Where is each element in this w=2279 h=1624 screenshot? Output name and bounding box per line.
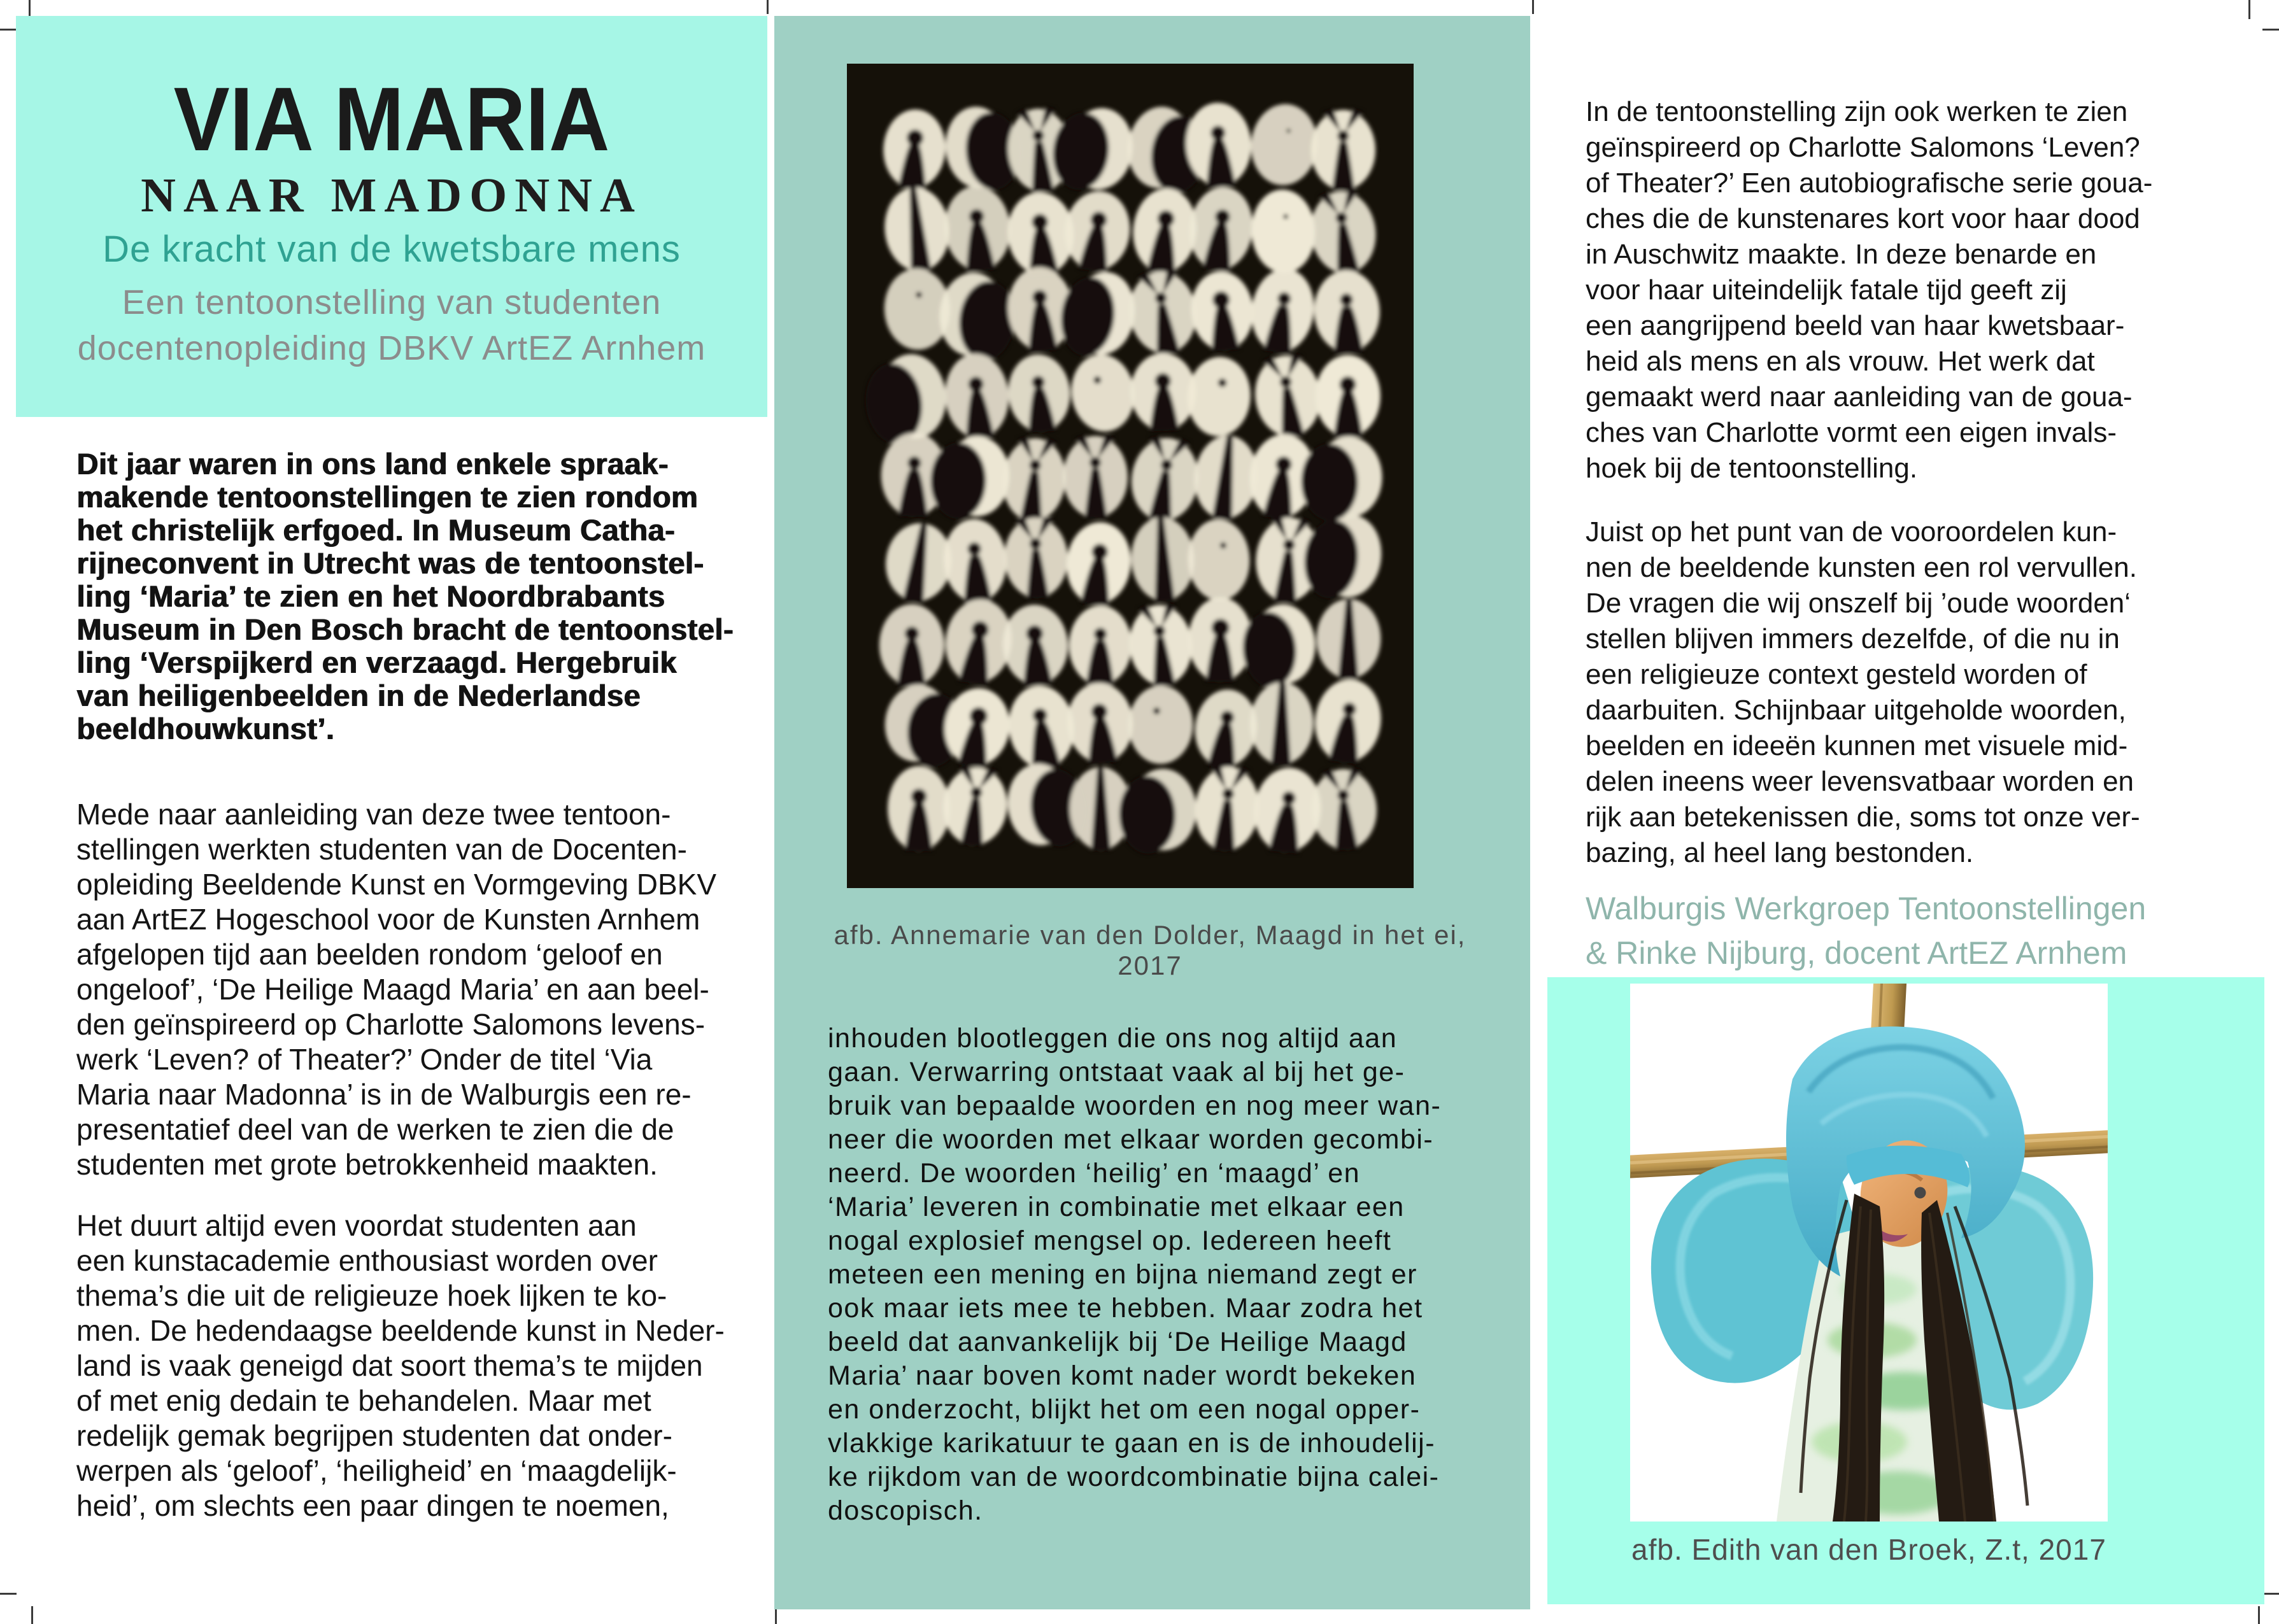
text-line: & Rinke Nijburg, docent ArtEZ Arnhem xyxy=(1586,935,2127,971)
text-line: en onderzocht, blijkt het om een nogal opper- xyxy=(828,1394,1421,1425)
text-line: Maria’ naar boven komt nader wordt bekeken xyxy=(828,1360,1417,1391)
text-line: beeld dat aanvankelijk bij ‘De Heilige Maagd xyxy=(828,1327,1407,1357)
text-line: land is vaak geneigd dat soort thema’s te mijden xyxy=(76,1349,703,1382)
text-line: of met enig dedain te behandelen. Maar met xyxy=(76,1384,651,1417)
text-line: stellingen werkten studenten van de Docenten- xyxy=(76,833,687,866)
text-line: een aangrijpend beeld van haar kwetsbaar- xyxy=(1586,310,2125,341)
text-line: ongeloof’, ‘De Heilige Maagd Maria’ en aan beel- xyxy=(76,973,709,1006)
text-line: neer die woorden met elkaar worden gecombi- xyxy=(828,1124,1434,1155)
text-line: rijk aan betekenissen die, soms tot onze ver- xyxy=(1586,801,2140,833)
text-line: Mede naar aanleiding van deze twee tentoon- xyxy=(76,798,671,831)
text-line: daarbuiten. Schijnbaar uitgeholde woorden, xyxy=(1586,695,2126,726)
text-line: Museum in Den Bosch bracht de tentoonstel- xyxy=(76,612,734,646)
text-line: vlakkige karikatuur te gaan en is de inhoudelij- xyxy=(828,1428,1436,1458)
intro-paragraph xyxy=(76,448,783,745)
photo-caption: afb. Edith van den Broek, Z.t, 2017 xyxy=(1631,1533,2106,1566)
middle-panel xyxy=(774,16,1530,1609)
text-line: makende tentoonstellingen te zien rondom xyxy=(76,480,698,514)
text-line: ook maar iets mee te hebben. Maar zodra het xyxy=(828,1293,1423,1324)
text-line: beelden en ideeën kunnen met visuele mid- xyxy=(1586,730,2128,761)
crop-mark xyxy=(2258,1606,2260,1624)
text-line: presentatief deel van de werken te zien die de xyxy=(76,1113,674,1146)
text-line: delen ineens weer levensvatbaar worden en xyxy=(1586,766,2134,797)
credit-block xyxy=(1586,886,2229,975)
text-line: aan ArtEZ Hogeschool voor de Kunsten Arnhem xyxy=(76,903,700,936)
text-line: Maria naar Madonna’ is in de Walburgis een re- xyxy=(76,1078,692,1111)
text-line: meteen een mening en bijna niemand zegt er xyxy=(828,1259,1417,1290)
text-line: in Auschwitz maakte. In deze benarde en xyxy=(1586,239,2097,270)
text-line: of Theater?’ Een autobiografische serie goua- xyxy=(1586,167,2153,199)
crop-mark xyxy=(2262,1593,2279,1595)
text-line: Walburgis Werkgroep Tentoonstellingen xyxy=(1586,891,2147,926)
crop-mark xyxy=(0,1593,17,1595)
text-line: neerd. De woorden ‘heilig’ en ‘maagd’ en xyxy=(828,1158,1361,1189)
left-paragraph-2 xyxy=(76,797,783,1182)
text-line: geïnspireerd op Charlotte Salomons ‘Leven? xyxy=(1586,132,2140,163)
page-title: VIA MARIA xyxy=(173,69,610,170)
text-line: doscopisch. xyxy=(828,1495,983,1526)
fold-mark xyxy=(767,0,769,14)
event-line-1: Een tentoonstelling van studenten xyxy=(122,283,662,321)
text-line: thema’s die uit de religieuze hoek lijken te ko- xyxy=(76,1279,667,1312)
text-line: den geïnspireerd op Charlotte Salomons levens- xyxy=(76,1008,706,1041)
fold-mark xyxy=(1532,0,1534,14)
tagline: De kracht van de kwetsbare mens xyxy=(103,229,681,270)
text-line: opleiding Beeldende Kunst en Vormgeving DBKV xyxy=(76,868,717,901)
page-subtitle: NAAR MADONNA xyxy=(141,169,643,222)
fold-mark xyxy=(775,1608,777,1624)
text-line: afgelopen tijd aan beelden rondom ‘geloof en xyxy=(76,938,663,971)
crop-mark xyxy=(2262,29,2279,31)
right-paragraph-1 xyxy=(1586,94,2222,486)
event-line-2: docentenopleiding DBKV ArtEZ Arnhem xyxy=(77,329,706,367)
text-line: redelijk gemak begrijpen studenten dat onder- xyxy=(76,1419,672,1452)
photo-box xyxy=(1547,977,2264,1604)
middle-body-text xyxy=(828,1022,1503,1528)
crop-mark xyxy=(0,29,17,31)
text-line: nogal explosief mengsel op. Iedereen heeft xyxy=(828,1225,1392,1256)
artwork-caption: afb. Annemarie van den Dolder, Maagd in het ei, 2017 xyxy=(834,920,1466,980)
text-line: werpen als ‘geloof’, ‘heiligheid’ en ‘maagdelijk- xyxy=(76,1454,677,1487)
crop-mark xyxy=(2248,0,2250,19)
text-line: bruik van bepaalde woorden en nog meer wan- xyxy=(828,1091,1442,1121)
text-line: hoek bij de tentoonstelling. xyxy=(1586,453,1918,484)
text-line: ling ‘Maria’ te zien en het Noordbrabants xyxy=(76,579,665,613)
text-line: De vragen die wij onszelf bij ’oude woorden‘ xyxy=(1586,588,2131,619)
crop-mark xyxy=(31,1606,33,1624)
right-paragraph-2 xyxy=(1586,514,2222,871)
text-line: een kunstacademie enthousiast worden over xyxy=(76,1244,658,1277)
text-line: ches die de kunstenares kort voor haar dood xyxy=(1586,203,2140,234)
text-line: van heiligenbeelden in de Nederlandse xyxy=(76,679,641,712)
text-line: beeldhouwkunst’. xyxy=(76,712,334,745)
text-line: ke rijkdom van de woordcombinatie bijna calei- xyxy=(828,1462,1440,1492)
text-line: inhouden blootleggen die ons nog altijd aan xyxy=(828,1023,1398,1054)
header-box xyxy=(16,16,767,417)
text-line: rijneconvent in Utrecht was de tentoonstel- xyxy=(76,546,704,580)
left-paragraph-3 xyxy=(76,1208,783,1523)
text-line: Het duurt altijd even voordat studenten aan xyxy=(76,1209,637,1242)
text-line: studenten met grote betrokkenheid maakten. xyxy=(76,1148,658,1181)
text-line: In de tentoonstelling zijn ook werken te zien xyxy=(1586,96,2128,127)
text-line: een religieuze context gesteld worden of xyxy=(1586,659,2087,690)
doll-photo-blue-headscarf-on-cross xyxy=(1630,984,2108,1522)
text-line: men. De hedendaagse beeldende kunst in Neder- xyxy=(76,1314,725,1347)
text-line: nen de beeldende kunsten een rol vervullen. xyxy=(1586,552,2137,583)
text-line: gaan. Verwarring ontstaat vaak al bij het ge- xyxy=(828,1057,1405,1087)
text-line: gemaakt werd naar aanleiding van de goua- xyxy=(1586,381,2133,413)
text-line: stellen blijven immers dezelfde, of die nu in xyxy=(1586,623,2120,654)
text-line: ‘Maria’ leveren in combinatie met elkaar een xyxy=(828,1192,1405,1222)
text-line: Dit jaar waren in ons land enkele spraak- xyxy=(76,447,669,481)
text-line: Juist op het punt van de vooroordelen kun- xyxy=(1586,516,2117,547)
artwork-image-maagd-in-het-ei xyxy=(847,64,1414,888)
text-line: werk ‘Leven? of Theater?’ Onder de titel ‘Via xyxy=(76,1043,653,1076)
text-line: het christelijk erfgoed. In Museum Catha- xyxy=(76,513,675,547)
text-line: heid’, om slechts een paar dingen te noemen, xyxy=(76,1489,669,1522)
text-line: ling ‘Verspijkerd en verzaagd. Hergebruik xyxy=(76,646,677,679)
text-line: heid als mens en als vrouw. Het werk dat xyxy=(1586,346,2095,377)
text-line: bazing, al heel lang bestonden. xyxy=(1586,837,1974,868)
text-line: voor haar uiteindelijk fatale tijd geeft zij xyxy=(1586,274,2067,306)
text-line: ches van Charlotte vormt een eigen invals- xyxy=(1586,417,2117,448)
